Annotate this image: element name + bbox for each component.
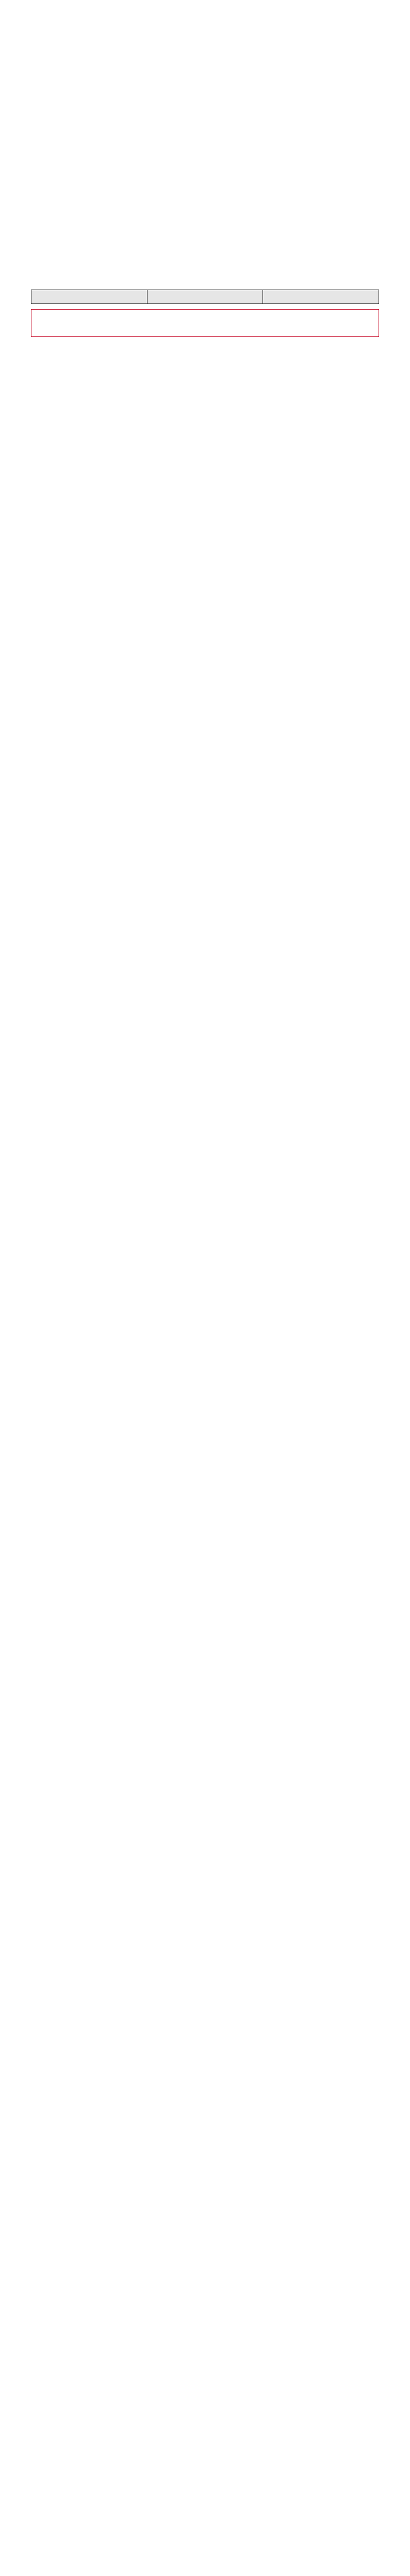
criteria-header-cell bbox=[31, 290, 147, 304]
criteria-table bbox=[31, 290, 379, 304]
blank-area bbox=[31, 69, 379, 285]
issuing-organization bbox=[31, 400, 379, 415]
criteria-header-row bbox=[31, 290, 379, 304]
criteria-section bbox=[31, 290, 379, 337]
criteria-warning-note bbox=[31, 309, 379, 337]
issue-date bbox=[31, 358, 379, 368]
criteria-header-cell bbox=[263, 290, 379, 304]
agency-line bbox=[31, 14, 379, 23]
page-title bbox=[31, 34, 379, 52]
closing-line bbox=[31, 375, 379, 384]
criteria-header-cell bbox=[147, 290, 263, 304]
